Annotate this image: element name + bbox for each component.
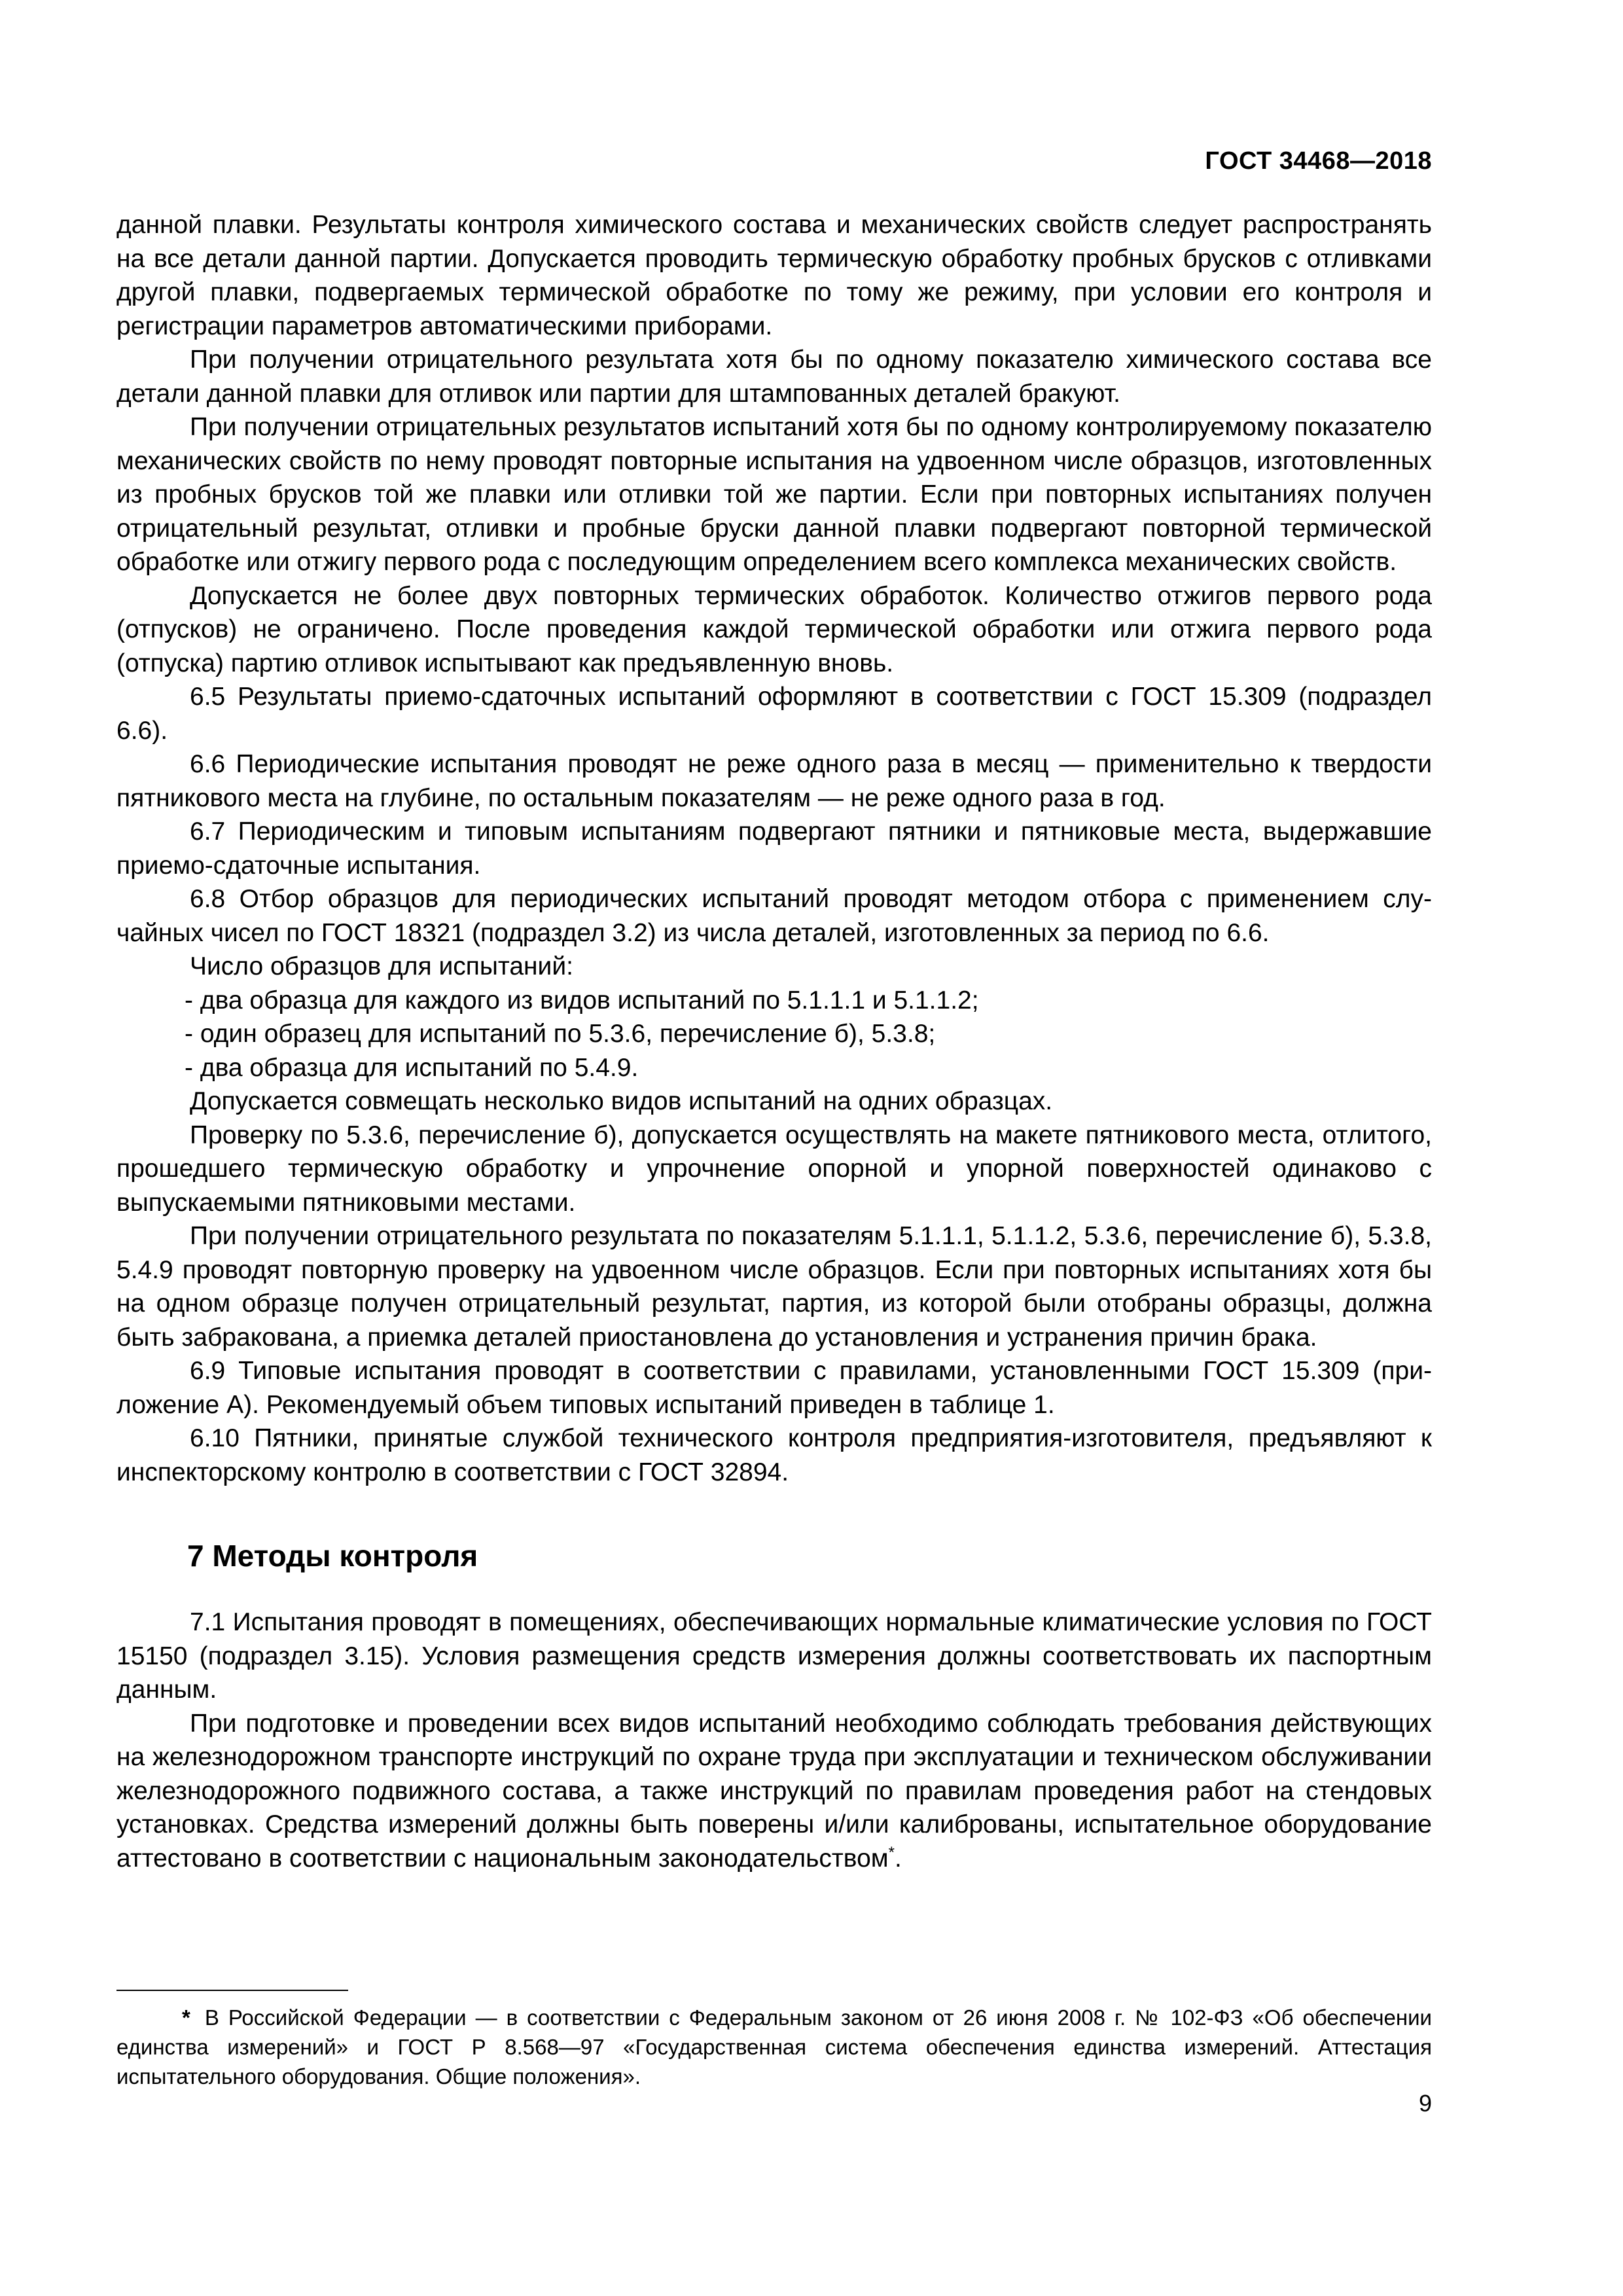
clause-7-1: 7.1 Испытания проводят в помещениях, обеспечивающих нормальные климатические условия по ГОСТ 15150 (подраздел 3.15). Условия размещения средств измерения должны соответствовать их паспортным данным. [116, 1608, 1432, 1704]
clause-6-9: 6.9 Типовые испытания проводят в соответствии с правилами, установленными ГОСТ 15.309 (приложение А). Рекомендуемый объем типовых испытаний приведен в таблице 1. [116, 1357, 1432, 1419]
footnote [116, 2003, 1432, 2091]
paragraph: Проверку по 5.3.6, перечисление б), допускается осуществлять на макете пятникового места, отлитого, прошедшего термическую обработку и упрочнение опорной и упорной поверхностей одинаково с выпускаемыми пятниковыми местами. [116, 1121, 1432, 1217]
list-item: - два образца для каждого из видов испытаний по 5.1.1.1 и 5.1.1.2; [185, 986, 979, 1014]
clause-6-7: 6.7 Периодическим и типовым испытаниям подвергают пятники и пятниковые места, выдержавшие приемо-сдаточные испытания. [116, 817, 1432, 880]
paragraph: При получении отрицательного результата по показателям 5.1.1.1, 5.1.1.2, 5.3.6, перечисление б), 5.3.8, 5.4.9 проводят повторную проверку на удвоенном числе образцов. Если при повторных испытаниях хотя бы на одном образце получен отрицательный результат, партия, из которой были отобраны образцы, должна быть забракована, а приемка деталей приостановлена до установления и устранения причин брака. [116, 1222, 1432, 1352]
paragraph-text: При подготовке и проведении всех видов испытаний необходимо соблюдать требования действующих на железнодорожном транспорте инструкций по охране труда при эксплуатации и техническом обслуживании железнодорожного подвижного состава, а также инструкций по правилам проведения работ на стендовых установках. Средства измерений должны быть поверены и/или калиброваны, испытательное оборудование аттестовано в соответствии с национальным законодательством [116, 1709, 1432, 1873]
document-body [116, 208, 1432, 1875]
list-item: - один образец для испытаний по 5.3.6, перечисление б), 5.3.8; [185, 1020, 936, 1048]
footnote-divider [116, 1990, 348, 1991]
footnote-text: В Российской Федерации — в соответствии с Федеральным законом от 26 июня 2008 г. № 102-ФЗ «Об обеспечении единства измерений» и ГОСТ Р 8.568—97 «Государственная система обеспечения единства измерений. Аттестация испытательного оборудования. Общие положения». [116, 2005, 1432, 2089]
section-title: 7 Методы контроля [187, 1539, 478, 1573]
paragraph [116, 1707, 1432, 1876]
clause-6-5: 6.5 Результаты приемо-сдаточных испытаний оформляют в соответствии с ГОСТ 15.309 (подраздел 6.6). [116, 683, 1432, 745]
paragraph-end: . [894, 1844, 902, 1873]
paragraph: Допускается не более двух повторных термических обработок. Количество отжигов первого рода (отпусков) не ограничено. После проведения каждой термической обработки или отжига первого рода (отпуска) партию отливок испытывают как предъявленную вновь. [116, 581, 1432, 677]
clause-6-10: 6.10 Пятники, принятые службой технического контроля предприятия-изготовителя, предъявляют к инспекторскому контролю в соответствии с ГОСТ 32894. [116, 1424, 1432, 1486]
footnote-mark: * [182, 2005, 190, 2030]
paragraph: Допускается совмещать несколько видов испытаний на одних образцах. [190, 1087, 1053, 1115]
footnote-reference[interactable]: * [888, 1843, 895, 1861]
list-item: - два образца для испытаний по 5.4.9. [185, 1053, 639, 1082]
clause-6-6: 6.6 Периодические испытания проводят не реже одного раза в месяц — применительно к твердости пятникового места на глубине, по остальным показателям — не реже одного раза в год. [116, 750, 1432, 812]
paragraph: данной плавки. Результаты контроля химического состава и механических свойств следует распространять на все детали данной партии. Допускается проводить термическую обработку пробных брусков с отливками другой плавки, подвергаемых термической обработке по тому же режиму, при условии его контроля и регистрации параметров автоматическими приборами. [116, 211, 1432, 340]
paragraph: При получении отрицательных результатов испытаний хотя бы по одному контролируемому показателю механических свойств по нему проводят повторные испытания на удвоенном числе образцов, изготовленных из пробных брусков той же плавки или отливки той же партии. Если при повторных испытаниях получен отрицательный результат, отливки и пробные бруски данной плавки подвергают повторной термической обработке или отжигу первого рода с последующим определением всего комплекса механических свойств. [116, 413, 1432, 576]
paragraph: При получении отрицательного результата хотя бы по одному показателю химического состава все детали данной плавки для отливок или партии для штампованных деталей бракуют. [116, 346, 1432, 408]
paragraph: Число образцов для испытаний: [190, 952, 573, 980]
clause-6-8: 6.8 Отбор образцов для периодических испытаний проводят методом отбора с применением случайных чисел по ГОСТ 18321 (подраздел 3.2) из числа деталей, изготовленных за период по 6.6. [116, 885, 1432, 947]
page-number: 9 [1418, 2090, 1432, 2117]
document-code-header: ГОСТ 34468—2018 [1205, 147, 1432, 175]
